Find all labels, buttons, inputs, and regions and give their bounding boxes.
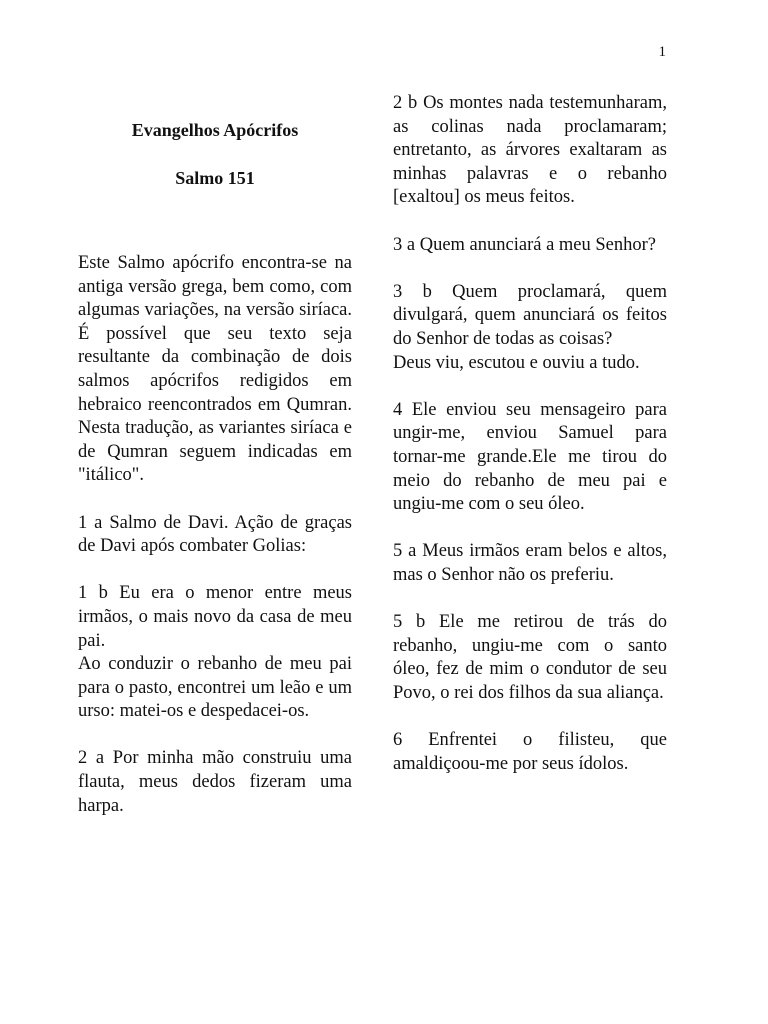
document-title: Evangelhos Apócrifos	[131, 120, 299, 140]
verse-1b-continued: Ao conduzir o rebanho de meu pai para o pasto, encontrei um leão e um urso: matei-os e despedacei-os.	[78, 654, 352, 722]
left-column	[78, 92, 352, 842]
verse-1a: 1 a Salmo de Davi. Ação de graças de Davi após combater Golias:	[78, 512, 352, 557]
psalm-title: Salmo 151	[175, 168, 255, 188]
verse-3b: 3 b Quem proclamará, quem divulgará, quem anunciará os feitos do Senhor de todas as coisas?	[393, 281, 667, 349]
verse-3b-continued: Deus viu, escutou e ouviu a tudo.	[393, 352, 640, 373]
verse-5b: 5 b Ele me retirou de trás do rebanho, ungiu-me com o santo óleo, fez de mim o condutor de seu Povo, o rei dos filhos da sua aliança.	[393, 612, 667, 703]
verse-2b: 2 b Os montes nada testemunharam, as colinas nada proclamaram; entretanto, as árvores exaltaram as minhas palavras e o rebanho [exaltou] os meus feitos.	[393, 93, 667, 208]
page-number: 1	[658, 44, 666, 60]
verse-3a: 3 a Quem anunciará a meu Senhor?	[393, 234, 657, 255]
verse-4: 4 Ele enviou seu mensageiro para ungir-me, enviou Samuel para tornar-me grande.Ele me tirou do meio do rebanho de meu pai e ungiu-me com o seu óleo.	[393, 399, 667, 515]
verse-2a: 2 a Por minha mão construiu uma flauta, meus dedos fizeram uma harpa.	[78, 748, 352, 816]
right-column	[393, 92, 667, 800]
verse-5a: 5 a Meus irmãos eram belos e altos, mas o Senhor não os preferiu.	[393, 541, 667, 585]
verse-6: 6 Enfrentei o filisteu, que amaldiçoou-me por seus ídolos.	[393, 730, 667, 774]
intro-paragraph: Este Salmo apócrifo encontra-se na antiga versão grega, bem como, com algumas variações, na versão siríaca. É possível que seu texto seja resultante da combinação de dois salmos apócrifos redigidos em hebraico reencontrados em Qumran. Nesta tradução, as variantes siríaca e de Qumran seguem indicadas em "itálico".	[78, 253, 352, 486]
verse-1b: 1 b Eu era o menor entre meus irmãos, o mais novo da casa de meu pai.	[78, 583, 352, 651]
